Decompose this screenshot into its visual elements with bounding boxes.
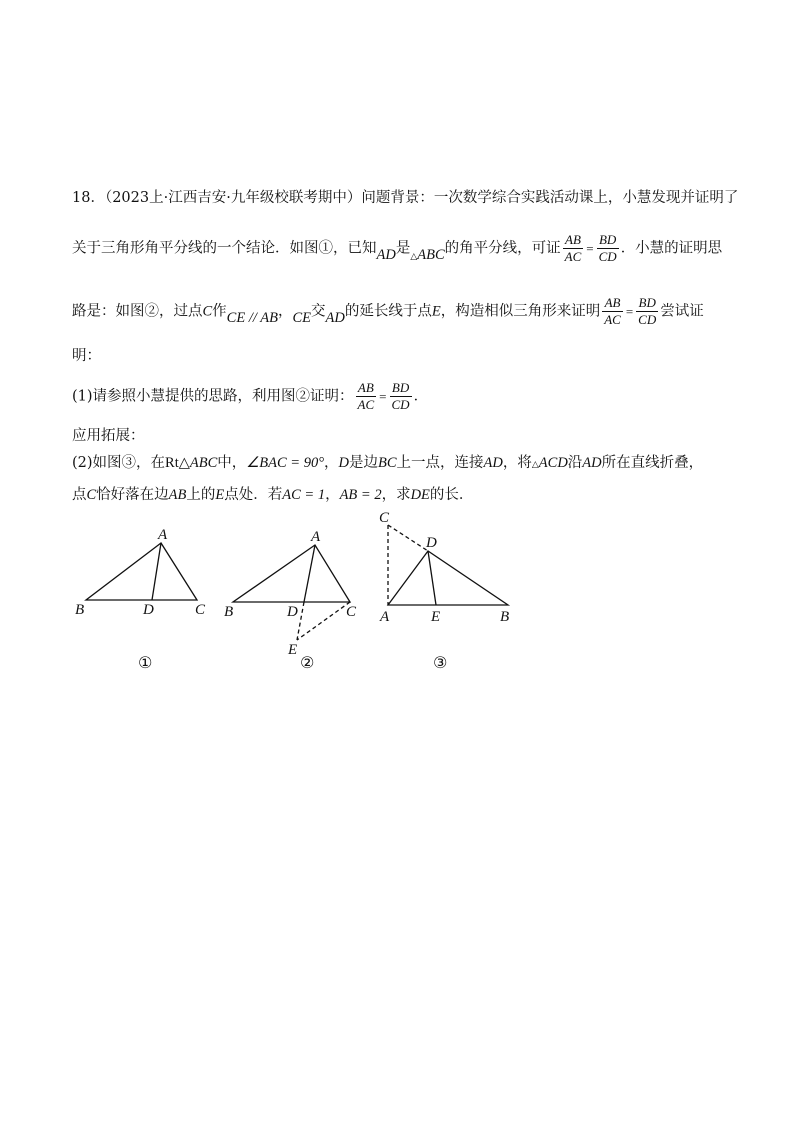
text: (2)如图③，在	[72, 455, 166, 471]
label-b: B	[500, 609, 510, 625]
problem-line-3	[72, 295, 704, 328]
triangle-symbol: △	[410, 251, 418, 262]
segment-bc: BC	[378, 455, 397, 471]
label-c: C	[195, 602, 206, 618]
numerator: AB	[563, 232, 584, 249]
text: 尝试证	[660, 303, 704, 320]
triangle-abc	[233, 545, 350, 602]
text: ，	[277, 303, 293, 320]
problem-line-4	[72, 344, 101, 365]
text: 是	[395, 240, 411, 257]
figure-3	[388, 525, 508, 605]
text: 的角平分线，可证	[444, 240, 561, 257]
text: 的长．	[429, 487, 474, 503]
ce-parallel-ab: CE // AB	[226, 309, 278, 326]
text: 关于三角形角平分线的一个结论．如图①，已知	[72, 240, 377, 257]
numerator: AB	[356, 380, 377, 397]
ab-value: AB = 2	[339, 487, 382, 503]
triangle-abc	[86, 543, 197, 600]
caption-1: ①	[138, 653, 153, 672]
fraction-ab-ac	[602, 295, 623, 328]
point-c: C	[202, 303, 213, 320]
triangle-symbol: △	[531, 460, 539, 470]
segment-ad	[152, 543, 161, 600]
figure-2	[233, 545, 350, 640]
text: 作	[212, 303, 227, 320]
label-e: E	[288, 642, 298, 658]
label-a: A	[158, 527, 168, 543]
text: ，构造相似三角形来证明	[440, 303, 601, 320]
point-d: D	[338, 455, 349, 471]
equals: =	[586, 240, 594, 256]
text: 所在直线折叠，	[601, 455, 704, 471]
text: ，求	[381, 487, 411, 503]
application-heading	[72, 424, 145, 445]
fraction-ab-ac	[356, 380, 377, 413]
text: ，	[325, 487, 340, 503]
text: 点处．若	[224, 487, 283, 503]
caption-3: ③	[433, 653, 448, 672]
text: 上一点，连接	[396, 455, 484, 471]
segment-cd	[388, 525, 428, 551]
text: 中，	[217, 455, 247, 471]
text: 点	[72, 487, 87, 503]
point-e: E	[431, 303, 441, 320]
numerator: BD	[636, 295, 658, 312]
label-d: D	[143, 602, 154, 618]
triangle-abc: ABC	[189, 455, 218, 471]
numerator: AB	[602, 295, 623, 312]
segment-ad: AD	[582, 455, 602, 471]
segment-de	[297, 602, 304, 640]
triangle-abc: ABC	[417, 246, 445, 263]
text: 路是：如图②，过点	[72, 303, 203, 320]
text: ，	[324, 455, 339, 471]
text: 是边	[349, 455, 378, 471]
segment-ad: AD	[376, 246, 396, 263]
text: ，将	[502, 455, 532, 471]
segment-de: DE	[410, 487, 430, 503]
caption-2: ②	[300, 653, 315, 672]
segment-ad	[304, 545, 315, 602]
rt-triangle: Rt△	[165, 455, 190, 471]
label-b: B	[224, 604, 234, 620]
text: ．小慧的证明思	[620, 240, 723, 257]
fraction-bd-cd	[390, 380, 412, 413]
segment-ab: AB	[168, 487, 187, 503]
denominator: CD	[598, 249, 617, 264]
text: 应用拓展：	[72, 428, 145, 444]
numerator: BD	[597, 232, 619, 249]
denominator: CD	[638, 312, 657, 327]
text: ．	[413, 388, 429, 405]
segment-ce	[297, 602, 350, 640]
segment-de	[428, 551, 436, 605]
numerator: BD	[390, 380, 412, 397]
question-2-line-1	[72, 451, 703, 472]
label-b: B	[75, 602, 85, 618]
text: 的延长线于点	[344, 303, 432, 320]
fraction-bd-cd	[636, 295, 658, 328]
problem-line-2	[72, 232, 722, 265]
equals: =	[379, 388, 387, 404]
label-a: A	[311, 529, 321, 545]
triangle-abd	[388, 551, 508, 605]
fraction-ab-ac	[563, 232, 584, 265]
question-1	[72, 380, 428, 413]
segment-ce: CE	[292, 309, 311, 326]
triangle-acd: ACD	[538, 455, 568, 471]
ac-value: AC = 1	[282, 487, 326, 503]
label-c: C	[346, 604, 357, 620]
denominator: CD	[391, 397, 410, 412]
denominator: AC	[564, 249, 582, 264]
text: (1)请参照小慧提供的思路，利用图②证明：	[72, 388, 354, 405]
text: 沿	[567, 455, 583, 471]
label-c: C	[379, 510, 390, 526]
denominator: AC	[604, 312, 621, 327]
text: 明：	[72, 348, 101, 364]
segment-ad: AD	[325, 309, 345, 326]
label-e: E	[431, 609, 441, 625]
text: 上的	[186, 487, 216, 503]
denominator: AC	[357, 397, 375, 412]
fraction-bd-cd	[597, 232, 619, 265]
text: 18．（2023上·江西吉安·九年级校联考期中）问题背景：一次数学综合实践活动课上，小慧发现并证明了	[72, 190, 739, 206]
point-c: C	[86, 487, 97, 503]
figure-1	[86, 543, 197, 600]
label-a: A	[380, 609, 390, 625]
text: 恰好落在边	[96, 487, 169, 503]
label-d: D	[426, 535, 437, 551]
problem-header	[72, 186, 738, 207]
point-e: E	[215, 487, 225, 503]
angle-bac: ∠BAC = 90°	[246, 455, 325, 471]
text: 交	[311, 303, 326, 320]
equals: =	[625, 303, 634, 319]
label-d: D	[287, 604, 298, 620]
figures	[0, 500, 800, 700]
segment-ad: AD	[483, 455, 503, 471]
